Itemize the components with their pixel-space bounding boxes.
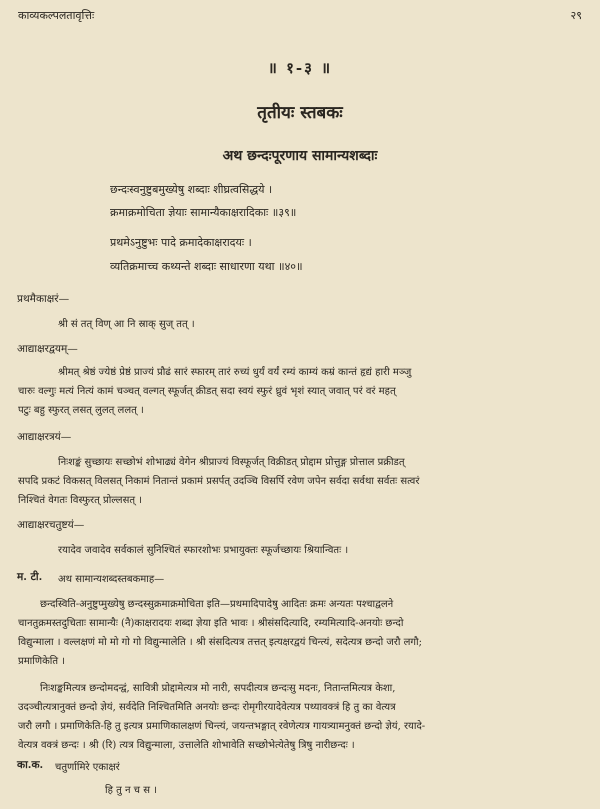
page-title: तृतीयः स्तबकः: [257, 103, 343, 123]
section-label: आद्याक्षरचतुष्टयं—: [17, 519, 85, 531]
commentary-heading: अथ सामान्यशब्दस्तबकमाह—: [58, 574, 165, 585]
kaka-text: चतुर्णामिरे एकाक्षरं: [55, 762, 120, 773]
commentary-text: उदञ्चीत्यत्रानुक्तं छन्दो ज्ञेयं, सर्वदेति निश्चितमिति अनयोः छन्दः रोमृगीरयादेवेत्यत्र पथ्यावक्त्रं हि तु का वेत्यत्र: [18, 702, 396, 713]
commentary-text: विद्युन्माला । वल्लक्षणं मो मो गो गो विद्युन्मालेति । श्री संसदित्यत्र तत्तत् इत्यक्षरद्वयं चिन्त्यं, सदेत्यत्र छन्दो जरौ लगौ;: [18, 637, 422, 648]
closing-line: हि तु न च स ।: [105, 785, 157, 796]
running-header: काव्यकल्पलतावृत्तिः: [18, 9, 95, 22]
commentary-text: चानतुक्रमस्तदुचिताः सामान्यैः (नै)काक्षरादयः शब्दा ज्ञेया इति भावः । श्रीसंसदित्यादि, रम्यमित्यादि-अनयोः छन्दो: [18, 618, 404, 629]
section-text: रयादेव जवादेव सर्वकालं सुनिश्चितं स्फारशोभः प्रभायुक्तः स्फूर्जच्छायः श्रियान्वितः ।: [58, 545, 349, 556]
verse-line: क्रमाक्रमोचिता ज्ञेयाः सामान्यैकाक्षरादिकाः ॥३९॥: [110, 206, 297, 219]
section-label: आद्याक्षरद्वयम्—: [17, 343, 78, 355]
commentary-text: वेत्यत्र वक्त्रं छन्दः । श्री (रि) त्यत्र विद्युन्माला, उत्तालेति शोभावेति सच्छोभेत्येतेषु त्रिषु नारीछन्दः ।: [18, 740, 355, 751]
section-text: श्री सं तत् विण् आ नि स्राक् सुज् तत् ।: [58, 319, 195, 330]
section-text: पटुः बहु स्फुरत् लसत् लुलत् ललत् ।: [18, 405, 144, 416]
verse-line: व्यतिक्रमाच्च कथ्यन्ते शब्दाः साधारणा यथा ॥४०॥: [110, 260, 303, 273]
section-text: श्रीमत् श्रेष्ठं ज्येष्ठं प्रेष्ठं प्राज्यं प्रौढं सारं स्फारम् तारं रुच्यं धुर्यं वर्यं रम्यं काम्यं कम्रं कान्तं हृद्यं हारी मञ्जु: [58, 367, 412, 378]
commentary-text: निःशङ्कमित्यत्र छन्दोमदन्द्वं, सावित्री प्रोद्दामेत्यत्र मो नारी, सपदीत्यत्र छन्दःसु मदनः, नितान्तमित्यत्र केशा,: [40, 683, 396, 694]
page-subtitle: अथ छन्दःपूरणाय सामान्यशब्दाः: [222, 148, 378, 164]
section-label: प्रथमैकाक्षरं—: [17, 293, 70, 305]
commentary-text: प्रमाणिकेति ।: [18, 656, 66, 667]
section-text: चारुः वल्गुः मत्यं नित्यं कामं चञ्चत् वल्गत् स्फूर्जत् क्रीडत् सदा स्वयं स्फुरं ध्रुवं भृशं स्यात् जवात् परं वरं महत्: [18, 386, 396, 397]
verse-line: प्रथमेऽनुष्टुभः पादे क्रमादेकाक्षरादयः ।: [110, 236, 252, 249]
verse-line: छन्दःस्वनुष्टुबमुख्येषु शब्दाः शीघ्रत्वसिद्धये ।: [110, 183, 273, 196]
section-text: निःशङ्कं सुच्छायः सच्छोभं शोभाढ्यं वेगेन श्रीप्राज्यं विस्फूर्जत् विक्रीडत् प्रोद्दाम प्रोत्तुङ्ग प्रोत्ताल प्रक्रीडत्: [58, 457, 405, 468]
commentary-text: छन्दस्विति-अनुष्टुप्मुख्येषु छन्दस्सुक्रमाक्रमोचिता इति—प्रथमादिपादेषु आदितः क्रमः अन्यतः पश्चाद्वलने: [40, 599, 394, 610]
kaka-label: का.क.: [17, 759, 44, 771]
section-text: निश्चितं वेगतः विस्फुरत् प्रोल्लसत् ।: [18, 495, 143, 506]
commentary-text: जरौ लगौ । प्रमाणिकेति-हि तु इत्यत्र प्रमाणिकालक्षणं चिन्त्यं, जयन्तभङ्गात् रवेणेत्यत्र गायत्र्यामनुक्तं छन्दो ज्ञेयं, रयादे-: [18, 721, 426, 732]
chapter-number: ॥ १-३ ॥: [267, 59, 333, 77]
commentary-label: म. टी.: [17, 571, 43, 583]
page-number: २९: [570, 9, 582, 22]
section-text: सपदि प्रकटं विकसत् विलसत् निकामं नितान्तं प्रकामं प्रसर्पत् उदञ्चि विसर्पि रवेण जपेन सर्वदा सर्वथा सर्वतः सत्वरं: [18, 476, 420, 487]
section-label: आद्याक्षरत्रयं—: [17, 431, 72, 443]
